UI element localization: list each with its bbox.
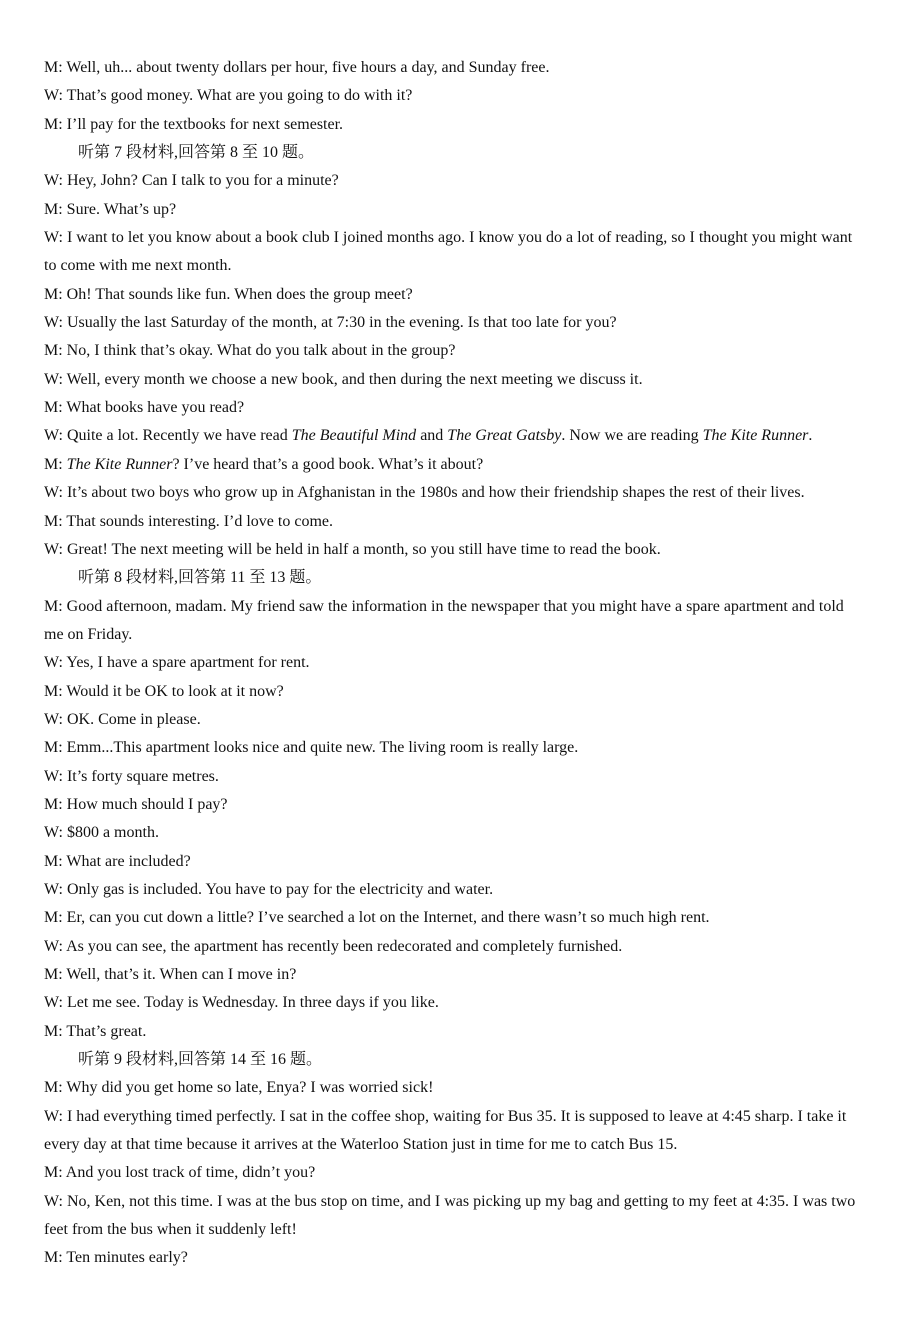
dialogue-line [44,1103,866,1160]
dialogue-line [44,763,866,791]
book-title-italic: The Beautiful Mind [291,427,417,445]
line-text: W: I want to let you know about a book club I joined months ago. I know you do a lot of reading, so I thought you might want to come with me next month. [44,229,853,275]
dialogue-line [44,309,866,337]
dialogue-line [44,422,866,450]
book-title-italic: The Kite Runner [702,427,809,445]
line-text: M: Would it be OK to look at it now? [44,682,284,700]
line-text: M: Emm...This apartment looks nice and quite new. The living room is really large. [44,739,579,757]
line-text: W: It’s forty square metres. [44,767,219,785]
dialogue-line [44,1188,866,1245]
dialogue-line [44,508,866,536]
line-text: M: What are included? [44,852,191,870]
line-text: W: Quite a lot. Recently we have read [44,427,292,445]
dialogue-line [44,989,866,1017]
transcript-body [44,54,866,1273]
dialogue-line [44,281,866,309]
dialogue-line [44,394,866,422]
line-text: M: That’s great. [44,1022,147,1040]
dialogue-line [44,933,866,961]
line-text: M: Ten minutes early? [44,1249,188,1267]
line-text: M: What books have you read? [44,399,245,417]
dialogue-line [44,706,866,734]
dialogue-line [44,451,866,479]
line-text: and [416,427,448,445]
line-text: W: Yes, I have a spare apartment for rent. [44,654,310,672]
dialogue-line [44,1018,866,1046]
dialogue-line [44,196,866,224]
line-text: W: OK. Come in please. [44,710,201,728]
line-text: W: I had everything timed perfectly. I sat in the coffee shop, waiting for Bus 35. It is supposed to leave at 4:45 sharp. I take it every day at that time because it arrives at the Waterloo Station just in time for me to catch Bus 15. [44,1107,847,1154]
line-text: M: Why did you get home so late, Enya? I was worried sick! [44,1079,434,1097]
line-text: M: Er, can you cut down a little? I’ve searched a lot on the Internet, and there wasn’t so much high rent. [44,909,710,927]
line-text: W: No, Ken, not this time. I was at the bus stop on time, and I was picking up my bag and getting to my feet at 4:35. I was two feet from the bus when it suddenly left! [44,1192,856,1239]
dialogue-line [44,536,866,564]
dialogue-line [44,224,866,281]
line-text: M: Good afternoon, madam. My friend saw the information in the newspaper that you might have a spare apartment and told me on Friday. [44,597,844,643]
line-text: M: I’ll pay for the textbooks for next semester. [44,115,344,133]
dialogue-line [44,167,866,195]
section-heading [44,139,866,167]
dialogue-line [44,82,866,110]
dialogue-line [44,961,866,989]
line-text: 听第 8 段材料,回答第 11 至 13 题。 [78,569,322,587]
dialogue-line [44,1244,866,1272]
dialogue-line [44,734,866,762]
dialogue-line [44,337,866,365]
dialogue-line [44,678,866,706]
section-heading [44,564,866,592]
line-text: 听第 9 段材料,回答第 14 至 16 题。 [78,1051,323,1069]
line-text: W: Let me see. Today is Wednesday. In three days if you like. [44,994,439,1012]
dialogue-line [44,111,866,139]
line-text: . [808,427,813,445]
line-text: W: Usually the last Saturday of the month, at 7:30 in the evening. Is that too late for you? [44,314,617,332]
line-text: W: Well, every month we choose a new book, and then during the next meeting we discuss it. [44,370,643,388]
book-title-italic: The Kite Runner [66,455,173,473]
dialogue-line [44,366,866,394]
line-text: W: Only gas is included. You have to pay for the electricity and water. [44,880,494,898]
dialogue-line [44,1074,866,1102]
line-text: M: [44,455,67,473]
book-title-italic: The Great Gatsby [447,427,562,445]
line-text: ? I’ve heard that’s a good book. What’s it about? [172,455,484,473]
line-text: W: That’s good money. What are you going to do with it? [44,87,413,105]
dialogue-line [44,848,866,876]
dialogue-line [44,876,866,904]
line-text: M: Well, that’s it. When can I move in? [44,966,297,983]
line-text: W: $800 a month. [44,824,159,842]
line-text: M: That sounds interesting. I’d love to come. [44,512,333,530]
section-heading [44,1046,866,1074]
dialogue-line [44,819,866,847]
line-text: M: Sure. What’s up? [44,200,177,218]
line-text: W: As you can see, the apartment has recently been redecorated and completely furnished. [44,937,623,955]
line-text: M: How much should I pay? [44,795,228,813]
line-text: 听第 7 段材料,回答第 8 至 10 题。 [78,144,315,162]
dialogue-line [44,593,866,650]
line-text: . Now we are reading [561,427,703,445]
dialogue-line [44,479,866,507]
dialogue-line [44,904,866,932]
line-text: M: And you lost track of time, didn’t you? [44,1164,316,1182]
line-text: M: Well, uh... about twenty dollars per hour, five hours a day, and Sunday free. [44,59,550,76]
line-text: W: It’s about two boys who grow up in Afghanistan in the 1980s and how their friendship shapes the rest of their lives. [44,484,805,502]
dialogue-line [44,649,866,677]
dialogue-line [44,791,866,819]
dialogue-line [44,54,866,82]
line-text: M: No, I think that’s okay. What do you talk about in the group? [44,342,456,360]
line-text: W: Hey, John? Can I talk to you for a minute? [44,172,339,190]
dialogue-line [44,1159,866,1187]
line-text: M: Oh! That sounds like fun. When does the group meet? [44,285,413,303]
line-text: W: Great! The next meeting will be held in half a month, so you still have time to read the book. [44,540,661,558]
